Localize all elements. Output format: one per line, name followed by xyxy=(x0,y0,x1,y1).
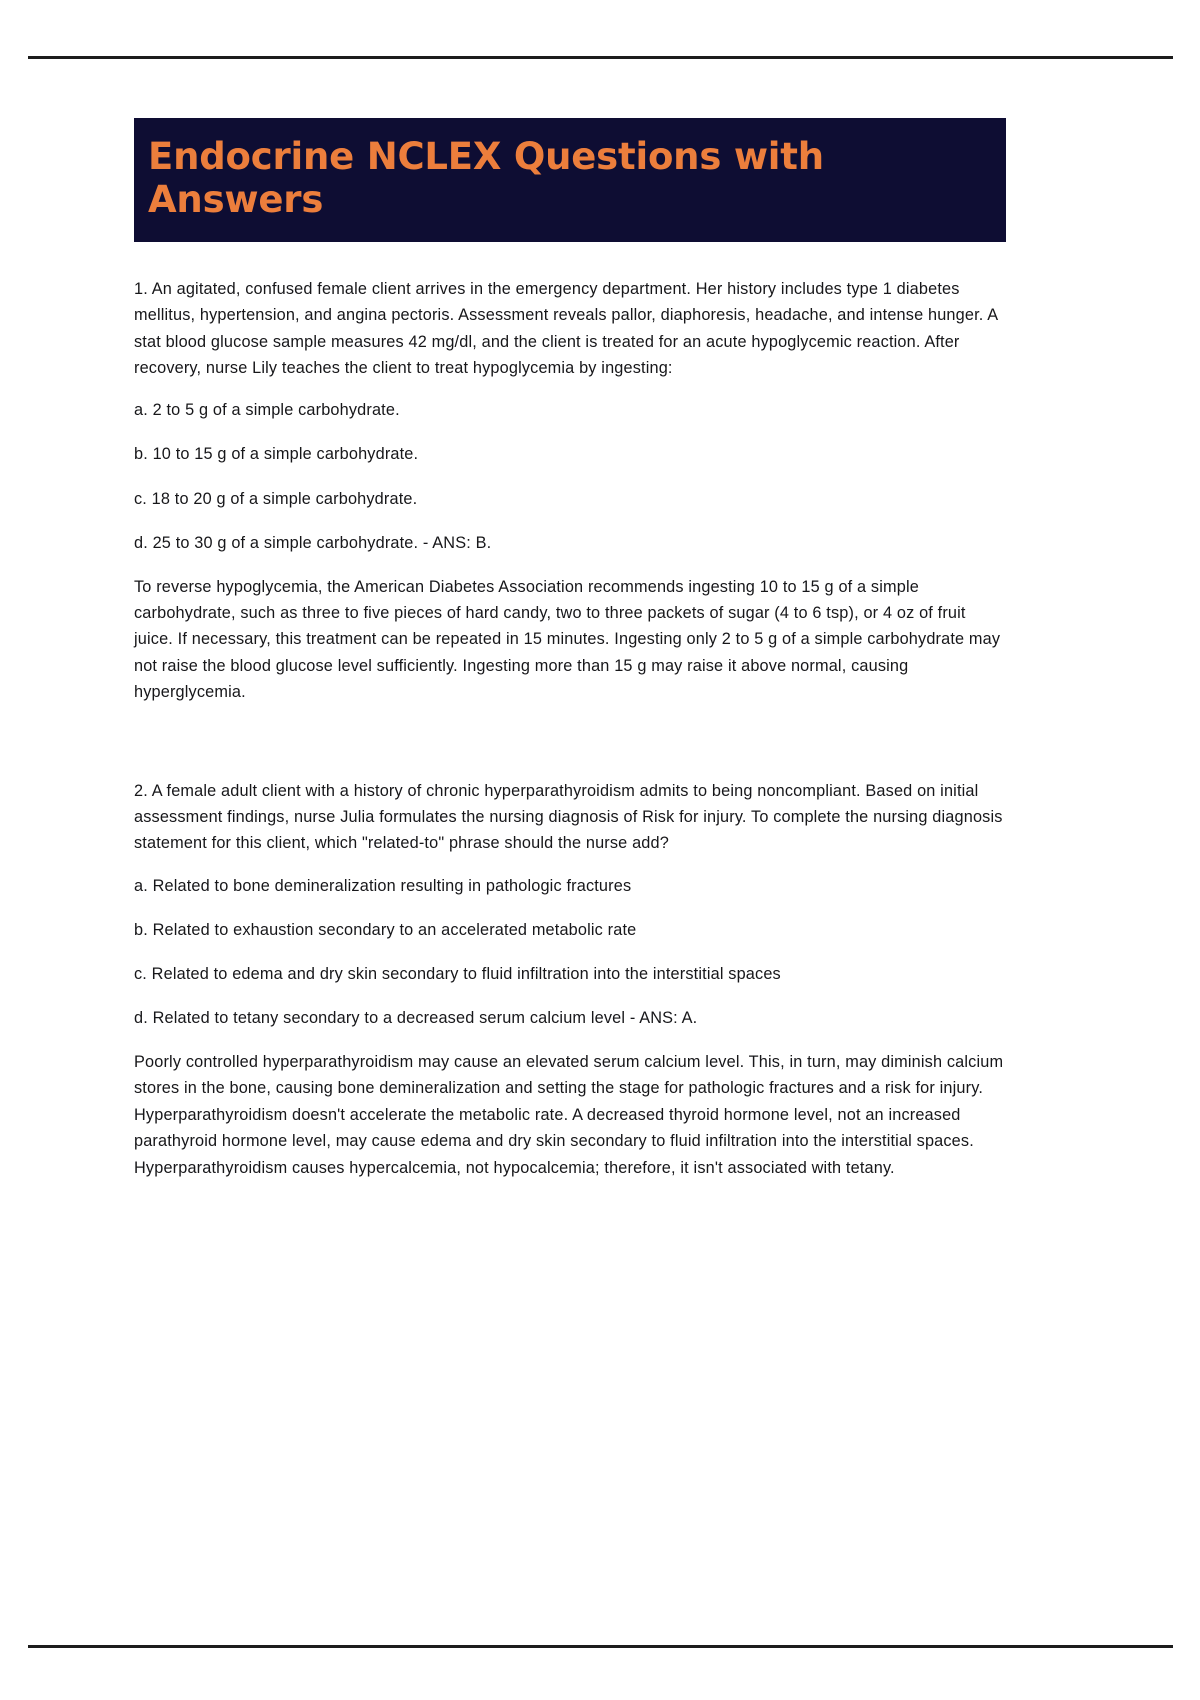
answer-option: b. 10 to 15 g of a simple carbohydrate. xyxy=(134,445,419,464)
question-stem: 2. A female adult client with a history of chronic hyperparathyroidism admits to being noncompliant. Based on initial assessment findings, nurse Julia formulates the nursing diagnosis of Risk for injury. To complete the nursing diagnosis statement for this client, which "related-to" phrase should the nurse add? xyxy=(134,781,1003,853)
rationale-text: To reverse hypoglycemia, the American Diabetes Association recommends ingesting 10 to 15 g of a simple carbohydrate, such as three to five pieces of hard candy, two to three packets of sugar (4 to 6 tsp), or 4 oz of fruit juice. If necessary, this treatment can be repeated in 15 minutes. Ingesting only 2 to 5 g of a simple carbohydrate may not raise the blood glucose level sufficiently. Ingesting more than 15 g may raise it above normal, causing hyperglycemia. xyxy=(134,577,1001,702)
page-title: Endocrine NCLEX Questions with Answers xyxy=(148,135,824,221)
answer-option: a. 2 to 5 g of a simple carbohydrate. xyxy=(134,401,400,420)
rationale-text: Poorly controlled hyperparathyroidism may cause an elevated serum calcium level. This, in turn, may diminish calcium stores in the bone, causing bone demineralization and setting the stage for pathologic fractures and a risk for injury. Hyperparathyroidism doesn't accelerate the metabolic rate. A decreased thyroid hormone level, not an increased parathyroid hormone level, may cause edema and dry skin secondary to fluid infiltration into the interstitial spaces. Hyperparathyroidism causes hypercalcemia, not hypocalcemia; therefore, it isn't associated with tetany. xyxy=(134,1053,1004,1177)
answer-option: a. Related to bone demineralization resulting in pathologic fractures xyxy=(134,876,632,895)
question-stem: 1. An agitated, confused female client arrives in the emergency department. Her history includes type 1 diabetes mellitus, hypertension, and angina pectoris. Assessment reveals pallor, diaphoresis, headache, and intense hunger. A stat blood glucose sample measures 42 mg/dl, and the client is treated for an acute hypoglycemic reaction. After recovery, nurse Lily teaches the client to treat hypoglycemia by ingesting: xyxy=(134,279,998,377)
answer-option: d. 25 to 30 g of a simple carbohydrate. - ANS: B. xyxy=(134,533,492,552)
top-divider xyxy=(28,56,1173,59)
answer-option: c. 18 to 20 g of a simple carbohydrate. xyxy=(134,489,418,508)
document-body xyxy=(134,242,1006,1181)
document-content xyxy=(134,118,1006,1205)
bottom-divider xyxy=(28,1645,1173,1648)
section-spacer xyxy=(134,730,1006,778)
title-banner xyxy=(134,118,1006,242)
answer-option: d. Related to tetany secondary to a decreased serum calcium level - ANS: A. xyxy=(134,1008,698,1027)
answer-option: c. Related to edema and dry skin secondary to fluid infiltration into the interstitial spaces xyxy=(134,964,781,983)
answer-option: b. Related to exhaustion secondary to an accelerated metabolic rate xyxy=(134,920,637,939)
